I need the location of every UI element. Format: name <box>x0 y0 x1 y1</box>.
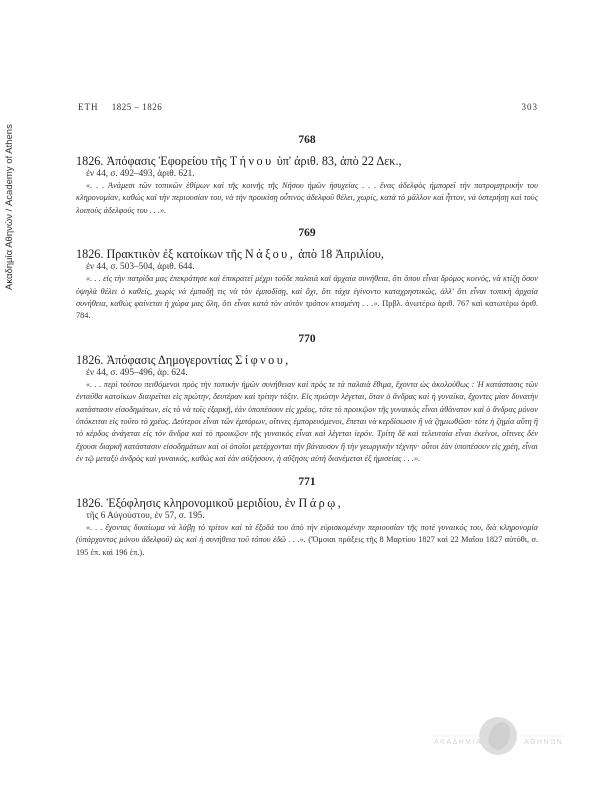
entry-number: 769 <box>298 227 316 240</box>
page-body <box>76 124 538 565</box>
entry-source: τῆς 6 Αὐγούστου, ἐν 57, σ. 195. <box>86 510 205 521</box>
page-number: 303 <box>521 102 538 112</box>
entry-quote-text: «. . . εἰς τὴν πατρίδα μας ἐπεκράτησε καὶ ἐπικρατεῖ μέχρι τοῦδε παλαιὰ καὶ ἀρχαία συνήθεια, ὅτι ὅπου εἶναι δρόμος κοινός, νὰ κτίζῃ ὅσον ὑψηλὰ θέλει ὁ καθείς, χωρὶς νὰ ἐμποδῇ τις νὰ τὸν ἐμποδίσῃ, καὶ ὄχι, ὅτι τάχα ἐγίνοντο καταχρηστικῶς, ἀλλ' ὅτι εἶναι τοπικὴ ἀρχαία συνήθεια, καθὼς φαίνεται ἡ χώρα μας ὅλη, ὅτι εἶναι κατὰ τὸν αὐτὸν τρόπον κτισμένη . . .». <box>76 274 538 309</box>
entry-quote <box>76 273 538 323</box>
entry-heading <box>76 154 538 168</box>
entry-title-b: ἀπὸ 18 Ἀπριλίου, <box>298 247 384 262</box>
entry-title-a: Ἀπόφασις Δημογεροντίας <box>106 352 233 367</box>
entry-title-b: ὑπ' ἀριθ. 83, ἀπὸ 22 Δεκ., <box>276 154 402 168</box>
entry-heading <box>76 247 538 261</box>
logo-text-right: ΑΘΗΝΩΝ <box>524 739 564 746</box>
entry-year: 1826. <box>76 247 104 262</box>
entry-heading <box>76 496 538 510</box>
entry-number: 770 <box>298 332 316 345</box>
entry-771 <box>76 476 538 559</box>
running-head-title: ΕΤΗ <box>78 102 99 112</box>
entry-year: 1826. <box>76 154 104 168</box>
entry-number: 768 <box>298 134 316 146</box>
running-head <box>78 102 538 112</box>
athena-head-icon <box>428 712 568 760</box>
archive-side-stamp: Ακαδημία Αθηνών / Academy of Athens <box>4 124 15 290</box>
entry-source: ἐν 44, σ. 495–496, ἀρ. 624. <box>86 367 188 378</box>
entry-year: 1826. <box>76 352 104 367</box>
entry-source: ἐν 44, σ. 492–493, ἀριθ. 621. <box>86 169 195 179</box>
running-head-left <box>78 102 162 112</box>
entry-769 <box>76 227 538 323</box>
entry-quote-text: «. . . ἔχοντας δικαίωμα νὰ λάβῃ τὸ τρίτον καὶ τὰ ἔξοδά του ἀπὸ τὴν εὑρισκομένην περιουσίαν τῆς ποτὲ γυναικός του, διὰ κληρονομία (ὑπάρχοντος μόνου ἀδελφοῦ) ὡς καὶ ἡ συνήθεια τοῦ τόπου ἐδῶ . . .». <box>76 522 538 545</box>
entry-768 <box>76 134 538 217</box>
academy-logo-watermark <box>428 712 568 760</box>
entry-place: Τήνου <box>229 154 274 168</box>
logo-text-left: ΑΚΑΔΗΜΙΑ <box>434 739 483 746</box>
entry-place: Νάξου, <box>244 247 296 262</box>
entry-quote <box>76 379 538 466</box>
entry-number: 771 <box>298 475 316 488</box>
entry-quote <box>76 522 538 559</box>
entry-quote <box>76 180 538 217</box>
entry-quote-text: «. . . Ἀνάμεσι τῶν τοπικῶν ἐθίμων καὶ τῆς κοινῆς τῆς Νήσου ἡμῶν ἡσυχείας . . . ἕνας ἀδελφὸς ἠμπορεῖ τὴν πατρομητρικήν του κληρονομίαν, καθὼς καὶ τὴν περιουσίαν του, νὰ τὴν προικίσῃ οὗτινος ἀδελφοῦ θέλει, χωρίς, κατὰ τὸ μᾶλλον καὶ ἧττον, νὰ ὑστερήσῃ καὶ τοὺς λοιποὺς ἀδελφούς του . . .». <box>76 181 538 215</box>
running-head-years: 1825 – 1826 <box>111 102 163 112</box>
entry-quote-tail: (Ὅμοιαι πράξεις τῆς 8 Μαρτίου 1827 καὶ 22 Μαΐου 1827 αὐτόθι, σ. 195 ἐπ. καὶ 196 ἐπ.). <box>76 535 539 557</box>
entry-heading <box>76 353 538 367</box>
entry-quote-text: «. . . περὶ τούτου πειθόμενοι πρὸς τὴν τοπικὴν ἡμῶν συνήθειαν καὶ πρὸς τε τὰ παλαιὰ ἔθιμα, ἔχοντα ὡς ἀκολούθως : Ἡ κατάστασις τῶν ἐνταῦθα κατοίκων διαιρεῖται εἰς πρώτην, δευτέραν καὶ τρίτην τάξιν. Εἰς πρώτην λέγεται, ὅταν ὁ ἄνδρας καὶ ἡ γυναῖκα, ἔχοντες μίαν δυνατὴν κατάστασιν εἰσοδημάτων, εἰς τὸ νὰ τοῖς ἐξαρκῇ, ἐὰν ὑποπέσουν εἰς χρέος, τότε τὸ προικῷον τῆς γυναικὸς εἶναι ἀθάνατον καὶ ὁ ἄνδρας μόνον ὑπόκειται εἰς τοῦτο τὸ χρέος. Δεύτεροι εἶναι τῶν ἐμπόρων, οἵτινες ἐμπορευόμενοι, ἔπεται νὰ κερδίσωσιν ἢ νὰ ζημιωθῶσι· τότε ἡ ζημία αὕτη ἢ τὸ κέρδος ἀνάγεται εἰς τὸν ἄνδρα καὶ τὸ προικῷον τῆς γυναικὸς εἶναι καὶ λέγεται ἱερόν. Τρίτη δὲ καὶ τελευταία εἶναι ἐκείνοι, οἵτινες δὲν ἔχουσι διαρκῆ κατάστασιν εἰσοδημάτων καὶ οἱ ὁποῖοι μετέρχονται τὴν βάναυσον ἢ τὴν γεωργικὴν τέχνην· οὗτοι ἐὰν ὑποπέσουν εἰς χρέη, εἶναι ἐν τῷ μεταξὺ ἀνδρὸς καὶ γυναικός, καθὼς καὶ ἐὰν αὐξήσουν, ἡ αὔξησις αὐτὴ διανέμεται ἐξ ἡμισείας . . .». <box>76 379 538 464</box>
entry-place: Σίφνου, <box>235 352 291 367</box>
entry-year: 1826. <box>76 495 104 510</box>
entry-place: Πάρῳ, <box>298 495 344 510</box>
entry-source: ἐν 44, σ. 503–504, ἀριθ. 644. <box>86 262 195 273</box>
entry-title-a: Πρακτικὸν ἐξ κατοίκων τῆς <box>106 247 242 262</box>
entry-title-a: Ἀπόφασις Ἐφορείου τῆς <box>106 154 227 168</box>
entry-title-a: Ἐξόφλησις κληρονομικοῦ μεριδίου, ἐν <box>106 495 296 510</box>
entry-quote-tail: Πρβλ. ἀνωτέρω ἀριθ. 767 καὶ κατωτέρω ἀριθ. 784. <box>76 299 538 321</box>
entry-770 <box>76 333 538 466</box>
